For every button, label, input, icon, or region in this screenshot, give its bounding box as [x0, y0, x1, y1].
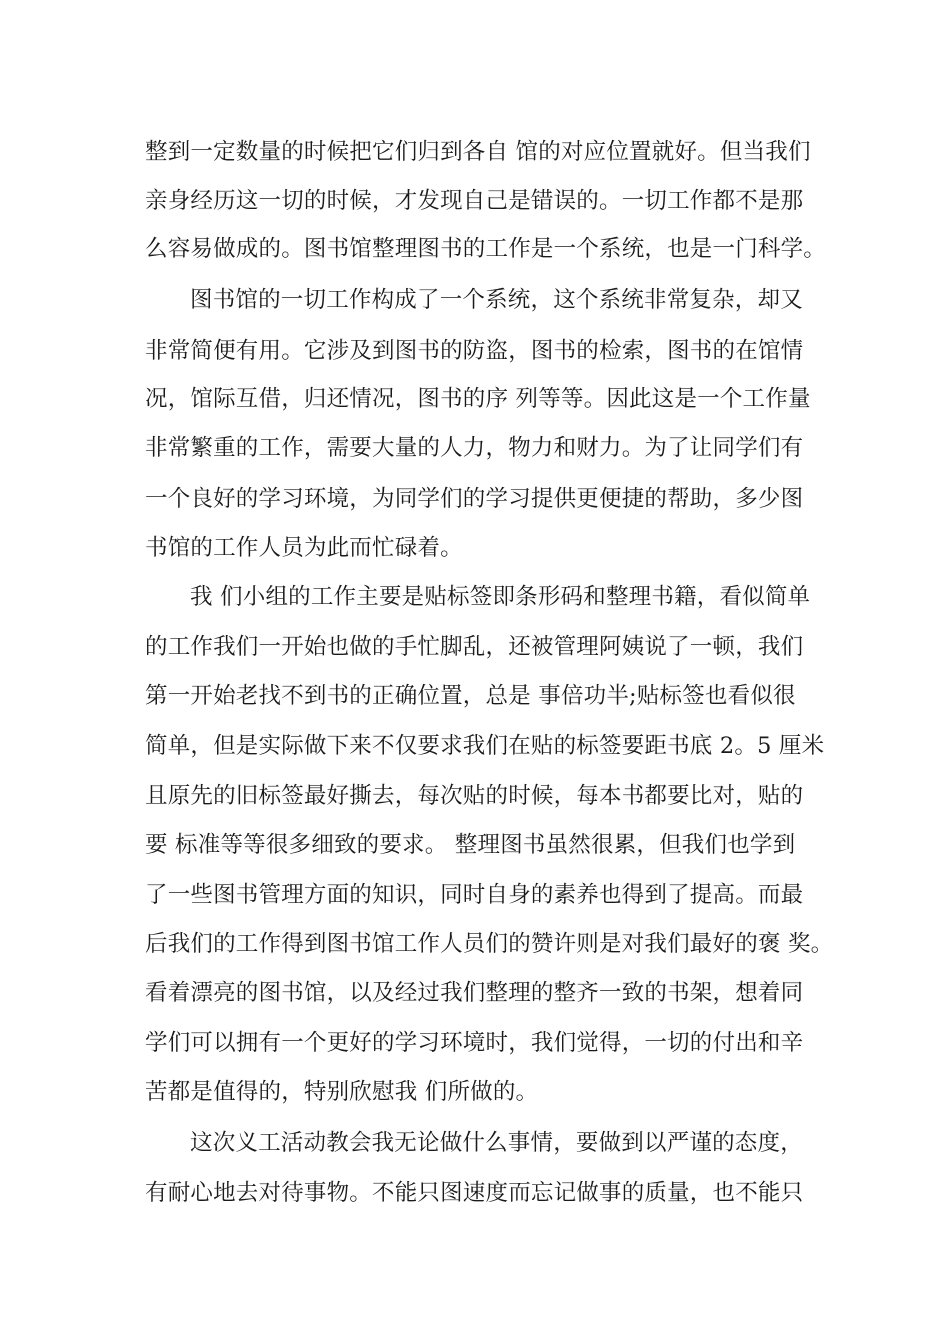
document-page: 整到一定数量的时候把它们归到各自 馆的对应位置就好。但当我们 亲身经历这一切的时候，才发现自己是错误的。一切工作都不是那 么容易做成的。图书馆整理图书的工作是一个系统，也是一门科学。 图书馆的一切工作构成了一个系统，这个系统非常复杂，却又 非常简便有用。它涉及到图书的防盗，图书的检索，图书的在馆情 况，馆际互借，归还情况，图书的序 列等等。因此这是一个工作量 非常繁重的工作，需要大量的人力，物力和财力。为了让同学们有 一个良好的学习环境，为同学们的学习提供更便捷的帮助，多少图 书馆的工作人员为此而忙碌着。 我 们小组的工作主要是贴标签即条形码和整理书籍，看似简单 的工作我们一开始也做的手忙脚乱，还被管理阿姨说了一顿，我们 第一开始老找不到书的正确位置，总是 事倍功半;贴标签也看似很 简单，但是实际做下来不仅要求我们在贴的标签要距书底 2。5 厘米 且原先的旧标签最好撕去，每次贴的时候，每本书都要比对，贴的 要 标准等等很多细致的要求。 整理图书虽然很累，但我们也学到 了一些图书管理方面的知识，同时自身的素养也得到了提高。而最 后我们的工作得到图书馆工作人员们的赞许则是对我们最好的褒 奖。 看着漂亮的图书馆，以及经过我们整理的整齐一致的书架，想着同 学们可以拥有一个更好的学习环境时，我们觉得，一切的付出和辛 苦都是值得的，特别欣慰我 们所做的。 这次义工活动教会我无论做什么事情，要做到以严谨的态度， 有耐心地去对待事物。不能只图速度而忘记做事的质量，也不能只: [0, 0, 950, 1344]
